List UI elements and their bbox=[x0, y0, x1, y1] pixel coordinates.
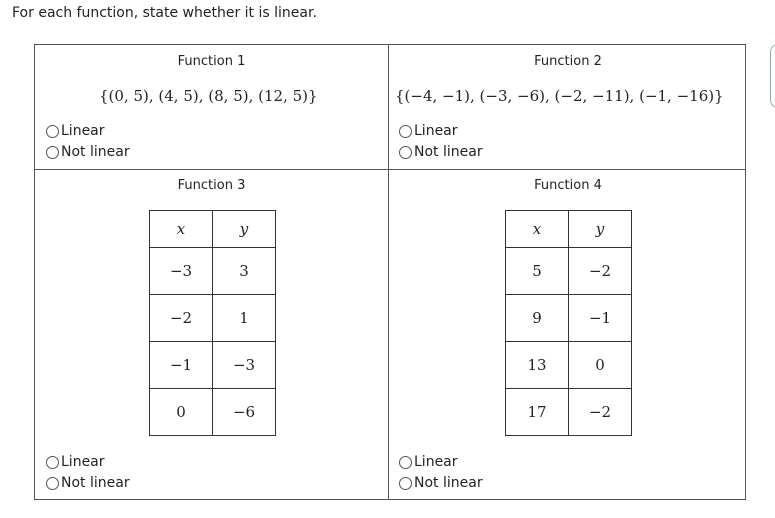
radio-circle-icon[interactable] bbox=[399, 477, 412, 490]
table-cell: 3 bbox=[213, 248, 276, 295]
table-cell: 5 bbox=[506, 248, 569, 295]
table-row bbox=[506, 248, 632, 295]
table-header-x: x bbox=[506, 211, 569, 248]
option-label: Not linear bbox=[61, 144, 130, 160]
grid-horizontal-divider bbox=[35, 169, 745, 170]
option-label: Not linear bbox=[414, 475, 483, 491]
table-row bbox=[506, 295, 632, 342]
radio-circle-icon[interactable] bbox=[399, 456, 412, 469]
functions-grid bbox=[34, 44, 746, 500]
table-cell: −1 bbox=[569, 295, 632, 342]
table-cell: −6 bbox=[213, 389, 276, 436]
table-row bbox=[150, 342, 276, 389]
function-2-title: Function 2 bbox=[534, 54, 602, 69]
function-3-not-linear-option[interactable] bbox=[46, 473, 130, 493]
function-3-linear-option[interactable] bbox=[46, 452, 105, 472]
side-panel-tab[interactable] bbox=[770, 44, 775, 108]
radio-circle-icon[interactable] bbox=[46, 125, 59, 138]
table-cell: 17 bbox=[506, 389, 569, 436]
table-header-x: x bbox=[150, 211, 213, 248]
option-label: Not linear bbox=[61, 475, 130, 491]
table-cell: −2 bbox=[150, 295, 213, 342]
function-1-not-linear-option[interactable] bbox=[46, 142, 130, 162]
option-label: Linear bbox=[414, 454, 458, 470]
table-header-y: y bbox=[569, 211, 632, 248]
function-1-set: {(0, 5), (4, 5), (8, 5), (12, 5)} bbox=[99, 87, 318, 105]
function-2-not-linear-option[interactable] bbox=[399, 142, 483, 162]
function-2-set: {(−4, −1), (−3, −6), (−2, −11), (−1, −16)} bbox=[395, 87, 724, 105]
table-cell: 0 bbox=[569, 342, 632, 389]
option-label: Linear bbox=[61, 454, 105, 470]
table-cell: 0 bbox=[150, 389, 213, 436]
table-header-row bbox=[150, 211, 276, 248]
table-row bbox=[506, 389, 632, 436]
function-3-table bbox=[149, 210, 276, 436]
function-4-table bbox=[505, 210, 632, 436]
radio-circle-icon[interactable] bbox=[46, 477, 59, 490]
table-cell: −2 bbox=[569, 389, 632, 436]
table-header-y: y bbox=[213, 211, 276, 248]
function-4-linear-option[interactable] bbox=[399, 452, 458, 472]
grid-vertical-divider bbox=[388, 45, 389, 499]
table-row bbox=[150, 248, 276, 295]
function-1-title: Function 1 bbox=[177, 54, 246, 69]
function-3-title: Function 3 bbox=[177, 178, 246, 193]
radio-circle-icon[interactable] bbox=[46, 146, 59, 159]
table-header-row bbox=[506, 211, 632, 248]
table-cell: −2 bbox=[569, 248, 632, 295]
radio-circle-icon[interactable] bbox=[46, 456, 59, 469]
table-row bbox=[150, 295, 276, 342]
option-label: Linear bbox=[414, 123, 458, 139]
instructions-text: For each function, state whether it is linear. bbox=[12, 5, 317, 21]
option-label: Linear bbox=[61, 123, 105, 139]
option-label: Not linear bbox=[414, 144, 483, 160]
table-cell: 1 bbox=[213, 295, 276, 342]
table-cell: −1 bbox=[150, 342, 213, 389]
radio-circle-icon[interactable] bbox=[399, 146, 412, 159]
table-cell: 13 bbox=[506, 342, 569, 389]
table-row bbox=[150, 389, 276, 436]
function-4-not-linear-option[interactable] bbox=[399, 473, 483, 493]
table-cell: −3 bbox=[150, 248, 213, 295]
table-row bbox=[506, 342, 632, 389]
function-2-linear-option[interactable] bbox=[399, 121, 458, 141]
function-4-title: Function 4 bbox=[534, 178, 602, 193]
function-1-linear-option[interactable] bbox=[46, 121, 105, 141]
radio-circle-icon[interactable] bbox=[399, 125, 412, 138]
table-cell: 9 bbox=[506, 295, 569, 342]
table-cell: −3 bbox=[213, 342, 276, 389]
